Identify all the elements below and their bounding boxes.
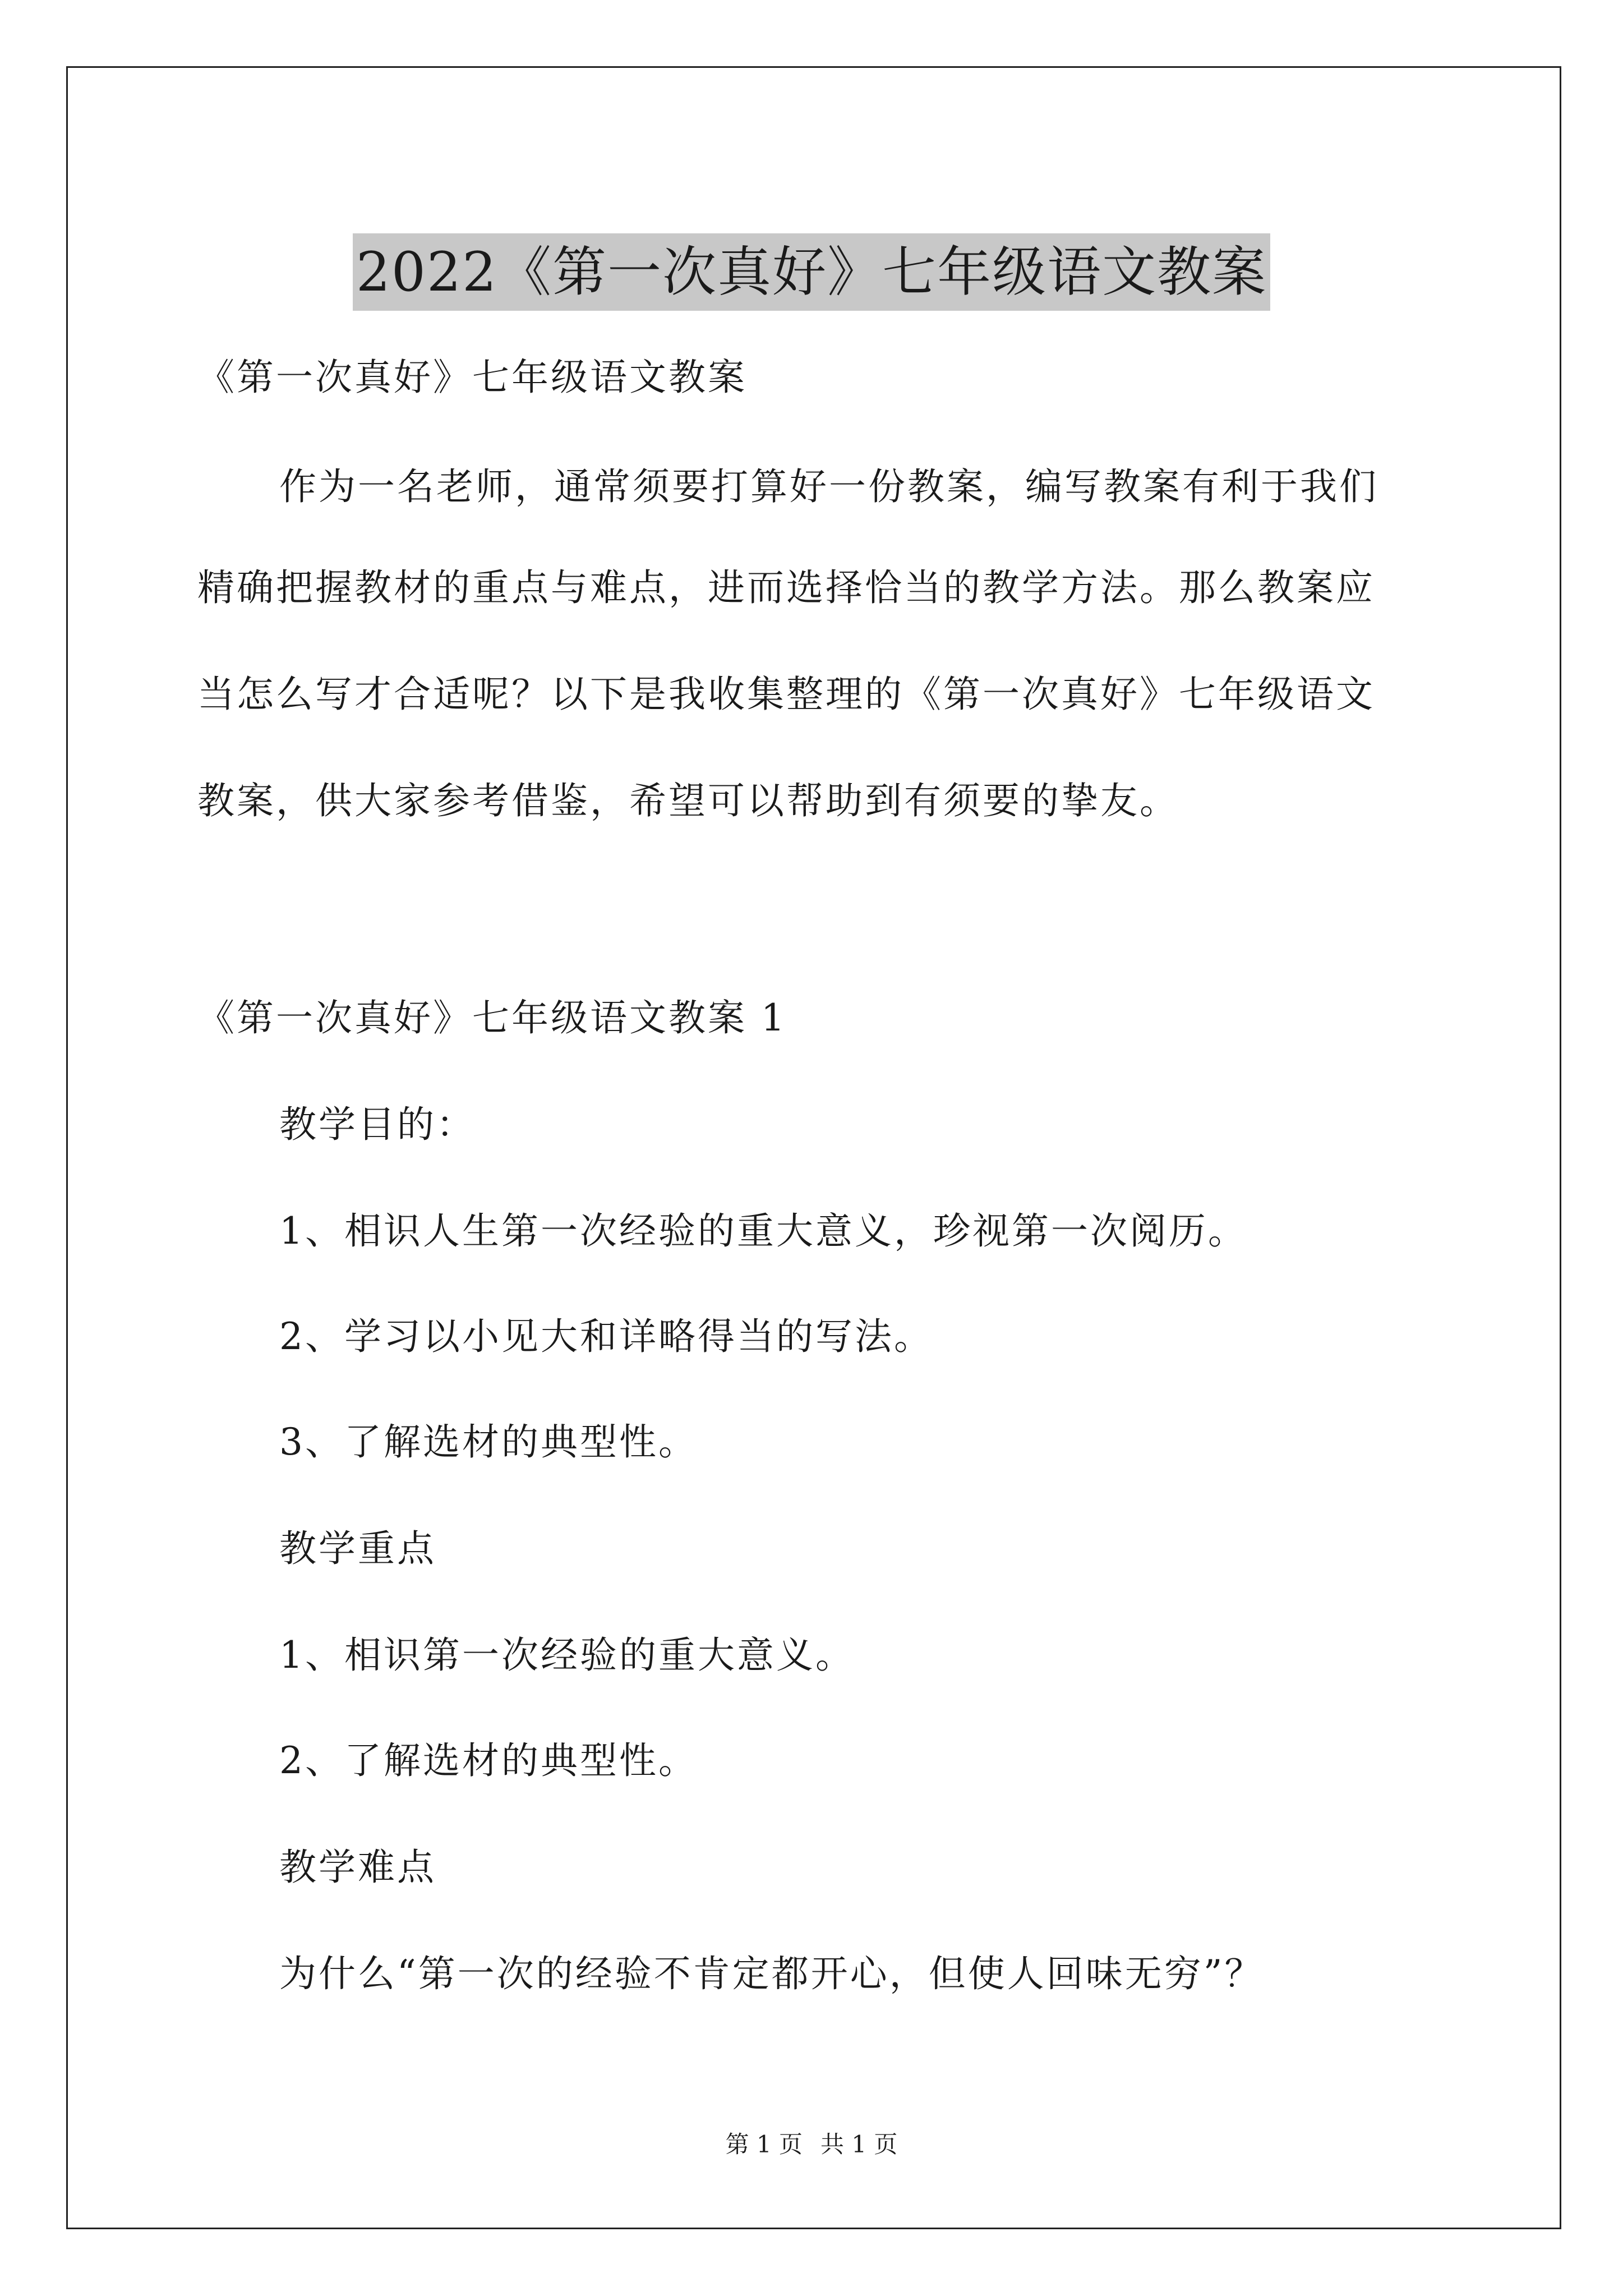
difficulty-question: 为什么“第一次的经验不肯定都开心，但使人回味无穷”？: [279, 1952, 1264, 1995]
page-number: 第 1 页: [725, 2131, 803, 2158]
key-point-item-2: 2、了解选材的典型性。: [279, 1739, 698, 1782]
intro-line-4: 教案，供大家参考借鉴，希望可以帮助到有须要的挚友。: [197, 779, 1179, 822]
intro-line-2: 精确把握教材的重点与难点，进而选择恰当的教学方法。那么教案应: [197, 566, 1375, 609]
intro-line-3: 当怎么写才合适呢？以下是我收集整理的《第一次真好》七年级语文: [197, 673, 1375, 716]
title-container: [0, 197, 1623, 347]
document-title: 2022《第一次真好》七年级语文教案: [353, 233, 1270, 311]
key-point-item-1: 1、相识第一次经验的重大意义。: [279, 1634, 855, 1677]
difficulty-heading: 教学难点: [279, 1846, 436, 1889]
page-total: 共 1 页: [820, 2131, 898, 2158]
section-heading: 《第一次真好》七年级语文教案 1: [197, 996, 787, 1039]
goal-item-3: 3、了解选材的典型性。: [279, 1420, 698, 1464]
goal-item-1: 1、相识人生第一次经验的重大意义，珍视第一次阅历。: [279, 1209, 1247, 1253]
intro-line-1: 作为一名老师，通常须要打算好一份教案，编写教案有利于我们: [279, 465, 1378, 508]
page-footer: [0, 2128, 1623, 2161]
goals-heading: 教学目的：: [279, 1103, 476, 1146]
document-subtitle: 《第一次真好》七年级语文教案: [197, 356, 747, 399]
key-points-heading: 教学重点: [279, 1527, 436, 1570]
goal-item-2: 2、学习以小见大和详略得当的写法。: [279, 1315, 933, 1358]
